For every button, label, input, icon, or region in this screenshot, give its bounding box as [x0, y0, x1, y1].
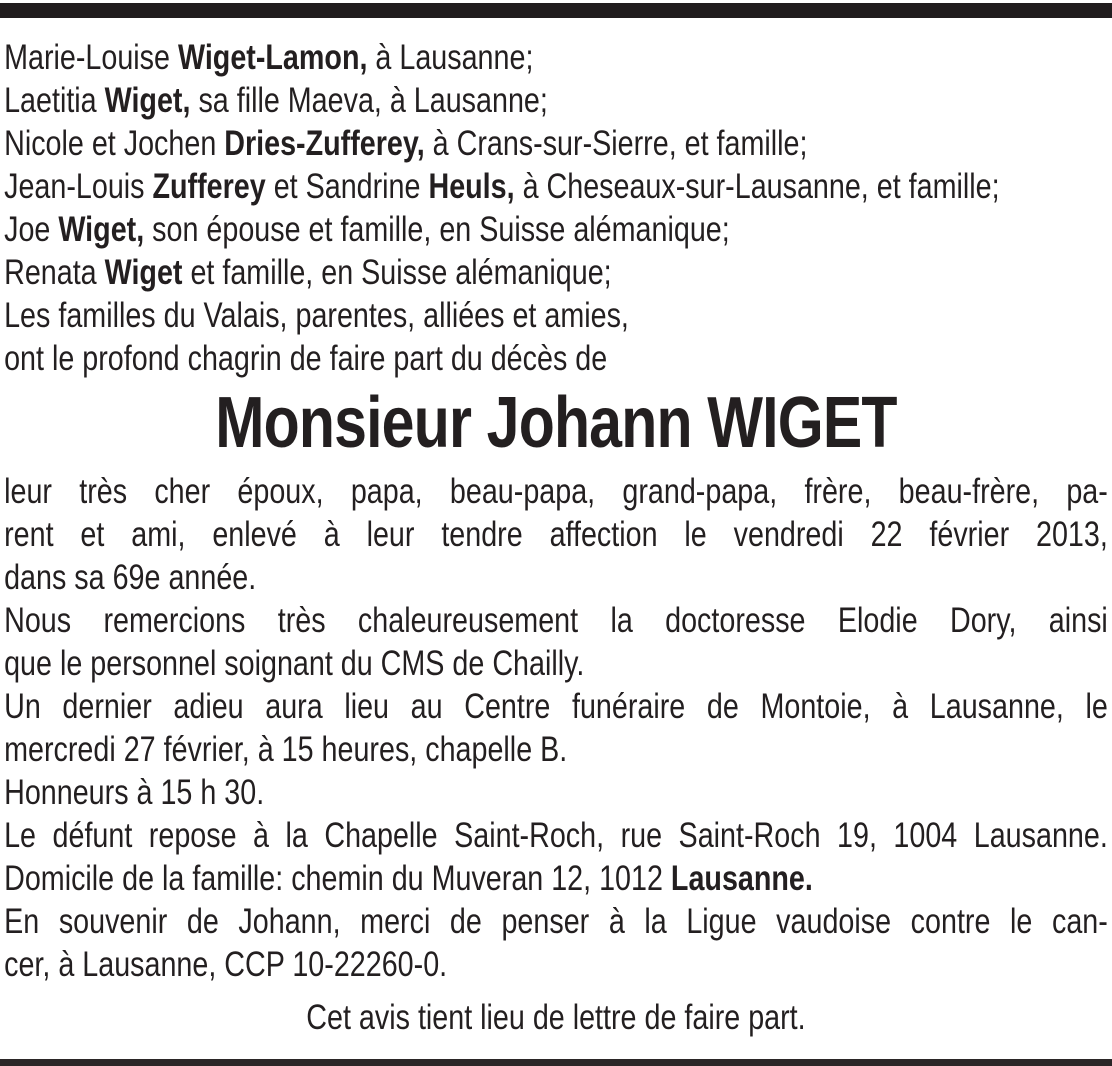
family-name-bold: Wiget	[104, 253, 183, 292]
family-line-text: et Sandrine	[265, 167, 429, 206]
notice-body	[4, 470, 1108, 986]
bottom-rule	[0, 1059, 1112, 1066]
family-name-bold: Wiget-Lamon,	[177, 38, 368, 77]
family-line-text: à Cheseaux-sur-Lausanne, et famille;	[514, 167, 1000, 206]
thanks-line: Nous remercions très chaleureusement la doctoresse Elodie Dory, ainsi	[4, 601, 1108, 640]
family-line	[4, 337, 1108, 380]
family-list	[4, 36, 1108, 380]
family-line	[4, 79, 1108, 122]
family-line-text: Les familles du Valais, parentes, alliées et amies,	[4, 296, 629, 335]
tribute-line: dans sa 69e année.	[4, 558, 257, 597]
family-line	[4, 165, 1108, 208]
repose-line: Le défunt repose à la Chapelle Saint-Roch, rue Saint-Roch 19, 1004 Lausanne.	[4, 816, 1108, 855]
family-line	[4, 208, 1108, 251]
top-rule	[0, 3, 1112, 18]
family-line	[4, 294, 1108, 337]
family-line-text: son épouse et famille, en Suisse alémanique;	[144, 210, 730, 249]
farewell-line: mercredi 27 février, à 15 heures, chapelle B.	[4, 730, 568, 769]
family-line-text: Renata	[4, 253, 105, 292]
honors-line: Honneurs à 15 h 30.	[4, 773, 265, 812]
family-line-text: ont le profond chagrin de faire part du décès de	[4, 339, 608, 378]
family-line	[4, 251, 1108, 294]
family-line-text: sa fille Maeva, à Lausanne;	[190, 81, 548, 120]
farewell-line: Un dernier adieu aura lieu au Centre funéraire de Montoie, à Lausanne, le	[4, 687, 1108, 726]
family-line-text: Nicole et Jochen	[4, 124, 225, 163]
deceased-name-title: Monsieur Johann WIGET	[215, 383, 897, 463]
family-name-bold: Zufferey	[152, 167, 266, 206]
thanks-line: que le personnel soignant du CMS de Chailly.	[4, 644, 585, 683]
memorial-line: En souvenir de Johann, merci de penser à la Ligue vaudoise contre le can-	[4, 902, 1108, 941]
domicile-city-bold: Lausanne.	[670, 859, 813, 898]
tribute-line: leur très cher époux, papa, beau-papa, grand-papa, frère, beau-frère, pa-	[4, 472, 1108, 511]
domicile-line	[4, 857, 1108, 900]
family-name-bold: Wiget,	[104, 81, 191, 120]
family-line-text: Laetitia	[4, 81, 105, 120]
family-name-bold: Wiget,	[58, 210, 145, 249]
family-line	[4, 122, 1108, 165]
family-line-text: et famille, en Suisse alémanique;	[182, 253, 612, 292]
closing-line: Cet avis tient lieu de lettre de faire part.	[306, 998, 806, 1037]
family-line-text: Marie-Louise	[4, 38, 178, 77]
domicile-text: Domicile de la famille: chemin du Muveran 12, 1012	[4, 859, 671, 898]
family-line-text: à Lausanne;	[367, 38, 534, 77]
family-line-text: Joe	[4, 210, 59, 249]
family-line-text: à Crans-sur-Sierre, et famille;	[424, 124, 808, 163]
tribute-line: rent et ami, enlevé à leur tendre affection le vendredi 22 février 2013,	[4, 515, 1108, 554]
family-name-bold: Heuls,	[428, 167, 515, 206]
family-line-text: Jean-Louis	[4, 167, 153, 206]
family-line	[4, 36, 1108, 79]
memorial-line: cer, à Lausanne, CCP 10-22260-0.	[4, 945, 448, 984]
obituary-notice	[0, 18, 1112, 1039]
family-name-bold: Dries-Zufferey,	[224, 124, 425, 163]
